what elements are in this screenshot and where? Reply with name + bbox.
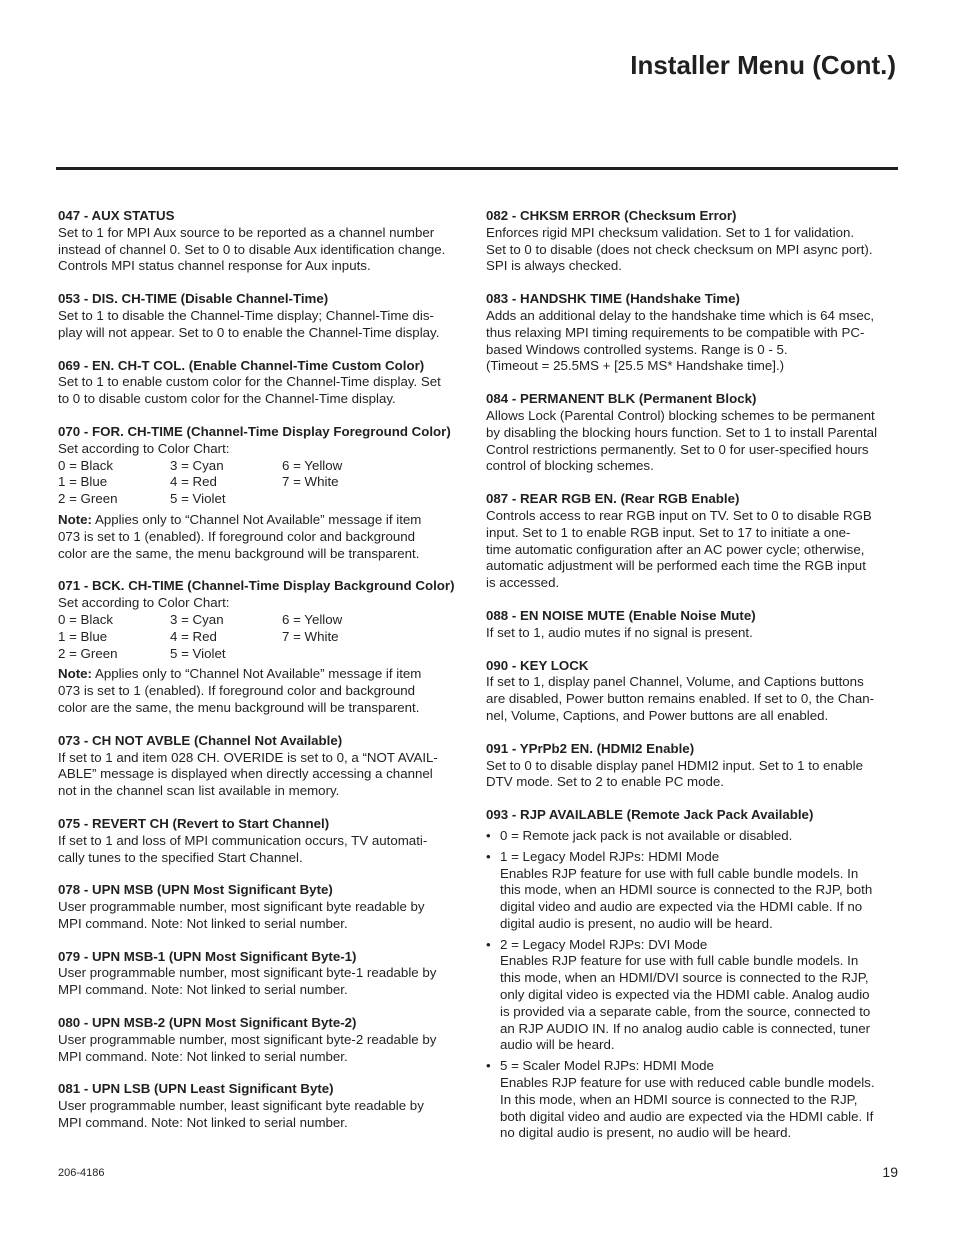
bullet-icon: • <box>486 1058 491 1074</box>
color-chart-cell: 6 = Yellow <box>282 457 343 473</box>
section-091 <box>486 741 900 791</box>
color-chart-cell: 5 = Violet <box>170 645 226 661</box>
color-chart-cell: 0 = Black <box>58 457 114 473</box>
section-053 <box>58 291 472 341</box>
bullet-icon: • <box>486 848 491 864</box>
color-chart-cell: 5 = Violet <box>170 491 226 507</box>
section-title: 047 - AUX STATUS <box>58 208 175 223</box>
section-title: 071 - BCK. CH-TIME (Channel-Time Display Background Color) <box>58 578 455 594</box>
color-chart-cell: 6 = Yellow <box>282 611 343 627</box>
note-text: Applies only to “Channel Not Available” message if item 073 is set to 1 (enabled). If foreground color and background color are the same, the menu background will be transparent. <box>58 666 422 715</box>
color-chart-cell: 2 = Green <box>58 491 118 507</box>
section-intro: Set according to Color Chart: <box>58 595 230 611</box>
section-047 <box>58 208 472 275</box>
section-071 <box>58 578 472 716</box>
section-body: User programmable number, most significant byte-2 readable by MPI command. Note: Not linked to serial number. <box>58 1031 437 1064</box>
section-body: Set to 1 for MPI Aux source to be reported as a channel number instead of channel 0. Set to 0 to disable Aux identification change. Controls MPI status channel response for Aux inputs. <box>58 224 446 274</box>
section-title: 091 - YPrPb2 EN. (HDMI2 Enable) <box>486 740 695 756</box>
note-text: Applies only to “Channel Not Available” message if item 073 is set to 1 (enabled). If foreground color and background color are the same, the menu background will be transparent. <box>58 511 422 561</box>
list-item <box>486 849 900 933</box>
section-title: 084 - PERMANENT BLK (Permanent Block) <box>486 391 757 407</box>
list-item-desc: Enables RJP feature for use with full cable bundle models. In this mode, when an HDMI/DVI source is connected to the RJP, only digital video is expected via the HDMI cable. Analog audio is provided via a separate cable, from the source, connected to an RJP AUDIO IN. If no analog audio cable is connected, tuner audio will be heard. <box>500 953 871 1053</box>
section-073 <box>58 733 472 800</box>
note <box>58 512 472 562</box>
section-title: 078 - UPN MSB (UPN Most Significant Byte) <box>58 882 333 898</box>
section-body: User programmable number, most significant byte readable by MPI command. Note: Not linked to serial number. <box>58 899 425 931</box>
section-body: User programmable number, least significant byte readable by MPI command. Note: Not linked to serial number. <box>58 1098 424 1131</box>
section-body: Set to 1 to disable the Channel-Time display; Channel-Time dis- play will not appear. Set to 0 to enable the Channel-Time display. <box>58 307 440 340</box>
section-title: 087 - REAR RGB EN. (Rear RGB Enable) <box>486 491 740 507</box>
section-body: Adds an additional delay to the handshake time which is 64 msec, thus relaxing MPI timing requirements to be compatible with PC- based Windows controlled systems. Range is 0 - 5. (Timeout = 25.5MS + [25.5 MS* Handshake time].) <box>486 307 875 374</box>
section-087 <box>486 491 900 592</box>
section-body: If set to 1 and loss of MPI communication occurs, TV automati- cally tunes to the specified Start Channel. <box>58 832 428 865</box>
section-body: Set to 1 to enable custom color for the Channel-Time display. Set to 0 to disable custom color for the Channel-Time display. <box>58 374 441 407</box>
section-075 <box>58 816 472 866</box>
document-number: 206-4186 <box>58 1167 105 1179</box>
section-093 <box>486 807 900 1142</box>
section-090 <box>486 658 900 725</box>
section-body: If set to 1, display panel Channel, Volume, and Captions buttons are disabled, Power button remains enabled. If set to 0, the Chan- nel, Volume, Captions, and Power buttons are all enabled. <box>486 674 875 723</box>
left-column <box>58 208 472 1148</box>
color-chart-cell: 3 = Cyan <box>170 611 224 627</box>
section-title: 088 - EN NOISE MUTE (Enable Noise Mute) <box>486 607 756 623</box>
section-title: 070 - FOR. CH-TIME (Channel-Time Display Foreground Color) <box>58 423 451 439</box>
color-chart-cell: 1 = Blue <box>58 628 108 644</box>
section-082 <box>486 208 900 275</box>
note-label: Note: <box>58 666 92 682</box>
color-chart-cell <box>282 491 394 508</box>
section-078 <box>58 882 472 932</box>
section-body: Allows Lock (Parental Control) blocking schemes to be permanent by disabling the blocking hours function. Set to 1 to install Parental Control restrictions permanently. Set to 0 for user-specified hours control of blocking schemes. <box>486 407 878 474</box>
section-title: 090 - KEY LOCK <box>486 657 589 673</box>
section-title: 073 - CH NOT AVBLE (Channel Not Available) <box>58 732 343 748</box>
list-item <box>486 1058 900 1142</box>
color-chart <box>58 458 472 508</box>
bullet-icon: • <box>486 936 491 952</box>
page-title: Installer Menu (Cont.) <box>630 50 896 80</box>
color-chart-cell: 7 = White <box>282 474 339 490</box>
color-chart-cell: 1 = Blue <box>58 474 108 490</box>
section-title: 053 - DIS. CH-TIME (Disable Channel-Time) <box>58 291 329 307</box>
section-070 <box>58 424 472 562</box>
rjp-options-list <box>486 828 900 1142</box>
section-body: Set to 0 to disable display panel HDMI2 input. Set to 1 to enable DTV mode. Set to 2 to enable PC mode. <box>486 757 863 790</box>
section-title: 082 - CHKSM ERROR (Checksum Error) <box>486 208 737 223</box>
section-body: Controls access to rear RGB input on TV. Set to 0 to disable RGB input. Set to 1 to enable RGB input. Set to 17 to initiate a one- time automatic configuration after an AC power cycle; otherwise, automatic adjustment will be performed each time the RGB input is accessed. <box>486 507 872 591</box>
section-069 <box>58 358 472 408</box>
section-title: 069 - EN. CH-T COL. (Enable Channel-Time Custom Color) <box>58 357 425 373</box>
color-chart-cell: 3 = Cyan <box>170 457 224 473</box>
list-item-head: 2 = Legacy Model RJPs: DVI Mode <box>500 936 708 952</box>
list-item-desc: Enables RJP feature for use with reduced cable bundle models. In this mode, when an HDMI source is connected to the RJP, both digital video and audio are expected via the HDMI cable. If no digital audio is present, no audio will be heard. <box>500 1075 875 1141</box>
section-body: Enforces rigid MPI checksum validation. Set to 1 for validation. Set to 0 to disable (does not check checksum on MPI async port). SPI is always checked. <box>486 224 873 274</box>
color-chart-cell: 2 = Green <box>58 645 118 661</box>
right-column <box>486 208 900 1158</box>
color-chart <box>58 612 472 662</box>
color-chart-cell: 4 = Red <box>170 474 217 490</box>
list-item <box>486 828 900 845</box>
section-084 <box>486 391 900 475</box>
section-intro: Set according to Color Chart: <box>58 440 230 456</box>
color-chart-cell: 0 = Black <box>58 611 114 627</box>
list-item-head: 5 = Scaler Model RJPs: HDMI Mode <box>500 1058 714 1074</box>
section-title: 079 - UPN MSB-1 (UPN Most Significant Byte-1) <box>58 948 357 964</box>
list-item-desc: Enables RJP feature for use with full cable bundle models. In this mode, when an HDMI source is connected to the RJP, both digital video and audio are expected via the HDMI cable. If no digital audio is present, no audio will be heard. <box>500 865 873 931</box>
list-item-head: 0 = Remote jack pack is not available or disabled. <box>500 827 793 843</box>
list-item <box>486 937 900 1055</box>
header-divider <box>56 167 898 170</box>
section-079 <box>58 949 472 999</box>
note-label: Note: <box>58 511 92 527</box>
note <box>58 666 472 716</box>
page-number: 19 <box>882 1164 898 1180</box>
list-item-head: 1 = Legacy Model RJPs: HDMI Mode <box>500 848 720 864</box>
section-081 <box>58 1081 472 1131</box>
color-chart-cell <box>282 646 394 663</box>
section-083 <box>486 291 900 375</box>
section-body: User programmable number, most significant byte-1 readable by MPI command. Note: Not linked to serial number. <box>58 965 437 998</box>
bullet-icon: • <box>486 827 491 843</box>
section-body: If set to 1 and item 028 CH. OVERIDE is set to 0, a “NOT AVAIL- ABLE” message is displayed when directly accessing a channel not in the channel scan list available in memory. <box>58 749 438 799</box>
section-title: 093 - RJP AVAILABLE (Remote Jack Pack Available) <box>486 807 814 823</box>
section-088 <box>486 608 900 642</box>
color-chart-cell: 4 = Red <box>170 628 217 644</box>
section-title: 081 - UPN LSB (UPN Least Significant Byte) <box>58 1081 334 1097</box>
section-080 <box>58 1015 472 1065</box>
section-title: 075 - REVERT CH (Revert to Start Channel) <box>58 815 330 831</box>
section-title: 083 - HANDSHK TIME (Handshake Time) <box>486 291 740 307</box>
section-title: 080 - UPN MSB-2 (UPN Most Significant Byte-2) <box>58 1015 357 1031</box>
section-body: If set to 1, audio mutes if no signal is present. <box>486 624 753 640</box>
color-chart-cell: 7 = White <box>282 628 339 644</box>
